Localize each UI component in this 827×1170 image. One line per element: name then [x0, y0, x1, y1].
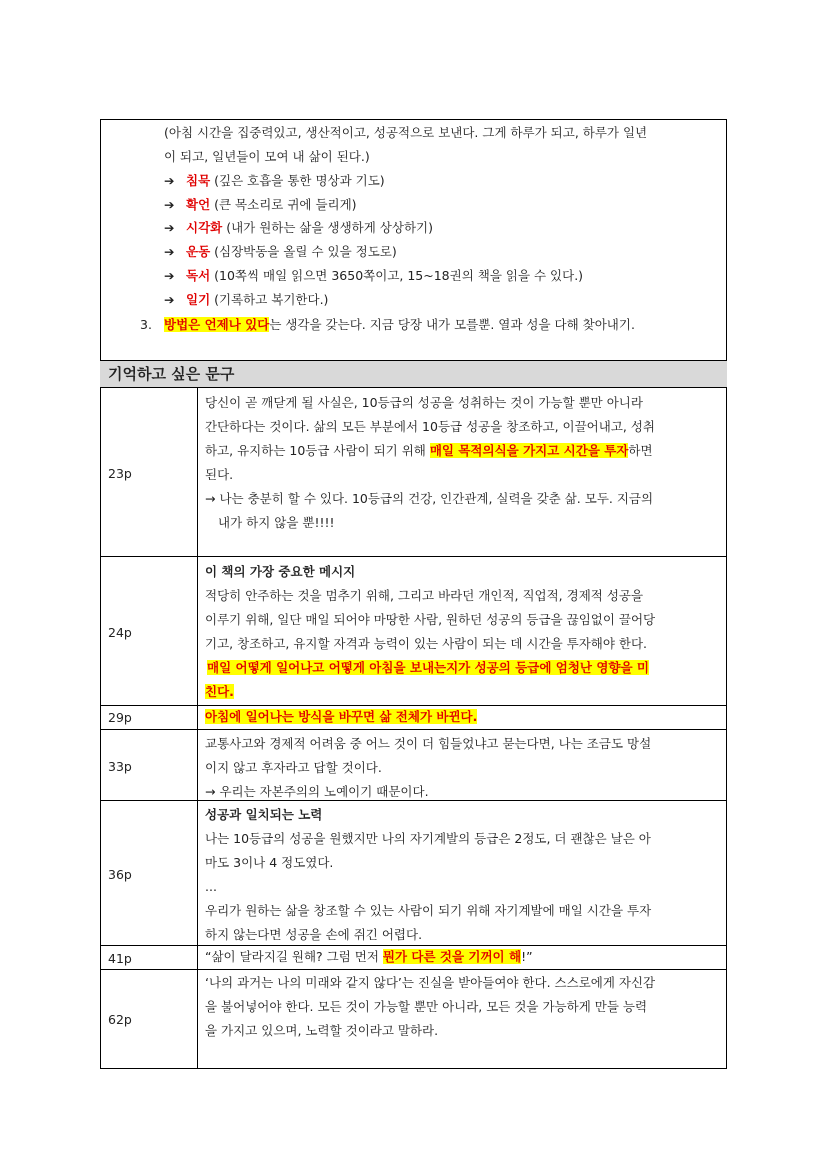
- note-line: → 나는 충분히 할 수 있다. 10등급의 건강, 인간관계, 실력을 갖춘 삶. 모두. 지금의: [205, 491, 654, 506]
- section-title: 기억하고 싶은 문구: [108, 365, 235, 383]
- quote-line: 을 불어넣어야 한다. 모든 것이 가능할 뿐만 아니라, 모든 것을 가능하게 만들 능력: [205, 999, 648, 1014]
- quote-line: 된다.: [205, 467, 234, 482]
- item-text: 는 생각을 갖는다. 지금 당장 내가 모를뿐. 열과 성을 다해 찾아내기.: [269, 317, 635, 332]
- page-number: 33p: [108, 759, 132, 774]
- method-desc: (심장박동을 올릴 수 있을 정도로): [210, 244, 397, 259]
- quote-title: 이 책의 가장 중요한 메시지: [205, 564, 356, 579]
- arrow-right-icon: ➔: [164, 173, 175, 188]
- highlighted-line: [205, 705, 477, 729]
- row-divider: [100, 556, 727, 557]
- quote-line: 간단하다는 것이다. 삶의 모든 부분에서 10등급 성공을 창조하고, 이끌어내고, 성취: [205, 419, 655, 434]
- arrow-right-icon: ➔: [164, 220, 175, 235]
- item-number: 3.: [140, 317, 152, 332]
- table-bottom-border: [100, 1068, 727, 1069]
- page-number: 62p: [108, 1012, 132, 1027]
- method-item: [164, 264, 583, 288]
- quote-line: 하지 않는다면 성공을 손에 쥐긴 어렵다.: [205, 927, 423, 942]
- quote-title: 성공과 일치되는 노력: [205, 807, 323, 822]
- method-desc: (깊은 호흡을 통한 명상과 기도): [210, 173, 385, 188]
- page-number: 36p: [108, 867, 132, 882]
- arrow-right-icon: ➔: [164, 244, 175, 259]
- method-term: 확언: [186, 197, 211, 212]
- quote-line: 이루기 위해, 일단 매일 되어야 마땅한 사람, 원하던 성공의 등급을 끊임없이 끌어당: [205, 612, 656, 627]
- quote-text: 하고, 유지하는 10등급 사람이 되기 위해: [205, 443, 430, 458]
- page-number: 41p: [108, 951, 132, 966]
- quote-line: 기고, 창조하고, 유지할 자격과 능력이 있는 사람이 되는 데 시간을 투자해야 한다.: [205, 636, 648, 651]
- numbered-item-3: [140, 313, 635, 337]
- highlighted-phrase: 친다.: [205, 684, 234, 699]
- arrow-right-icon: ➔: [164, 268, 175, 283]
- ellipsis: ...: [205, 879, 217, 894]
- highlighted-phrase: 방법은 언제나 있다: [164, 317, 270, 332]
- row-divider: [100, 800, 727, 801]
- row-divider: [100, 387, 727, 388]
- arrow-right-icon: ➔: [164, 292, 175, 307]
- quote-line: [205, 945, 533, 969]
- method-desc: (내가 원하는 삶을 생생하게 상상하기): [222, 220, 433, 235]
- table-right-border: [726, 119, 727, 1069]
- quote-line: 을 가지고 있으며, 노력할 것이라고 말하라.: [205, 1023, 439, 1038]
- method-term: 일기: [186, 292, 211, 307]
- page-number: 24p: [108, 625, 132, 640]
- method-desc: (10쪽씩 매일 읽으면 3650쪽이고, 15~18권의 책을 읽을 수 있다.): [210, 268, 584, 283]
- quote-line: 교통사고와 경제적 어려움 중 어느 것이 더 힘들었냐고 묻는다면, 나는 조금도 망설: [205, 736, 652, 751]
- section-header: [100, 361, 727, 387]
- note-line: → 우리는 자본주의의 노예이기 때문이다.: [205, 784, 429, 799]
- method-desc: (기록하고 복기한다.): [210, 292, 329, 307]
- quote-text: 하면: [628, 443, 653, 458]
- row-divider: [100, 729, 727, 730]
- arrow-right-icon: ➔: [164, 197, 175, 212]
- highlighted-phrase: 매일 목적의식을 가지고 시간을 투자: [429, 443, 629, 458]
- method-desc: (큰 목소리로 귀에 들리게): [210, 197, 357, 212]
- method-item: [164, 216, 433, 240]
- quote-line: ‘나의 과거는 나의 미래와 같지 않다’는 진실을 받아들여야 한다. 스스로에게 자신감: [205, 975, 656, 990]
- row-divider: [100, 969, 727, 970]
- quote-line: [205, 439, 653, 463]
- quote-line: 우리가 원하는 삶을 창조할 수 있는 사람이 되기 위해 자기계발에 매일 시간을 투자: [205, 903, 652, 918]
- highlighted-phrase: 뭔가 다른 것을 기꺼이 해: [382, 949, 522, 964]
- method-item: [164, 288, 328, 312]
- method-item: [164, 193, 357, 217]
- quote-line: 이지 않고 후자라고 답할 것이다.: [205, 760, 382, 775]
- method-item: [164, 169, 385, 193]
- quote-line: 나는 10등급의 성공을 원했지만 나의 자기계발의 등급은 2정도, 더 괜찮은 날은 아: [205, 831, 651, 846]
- note-line: 내가 하지 않을 뿐!!!!: [218, 515, 335, 530]
- quote-line: 당신이 곧 깨닫게 될 사실은, 10등급의 성공을 성취하는 것이 가능할 뿐만 아니라: [205, 395, 643, 410]
- page-number: 23p: [108, 466, 132, 481]
- table-left-border: [100, 119, 101, 1069]
- highlighted-phrase: 매일 어떻게 일어나고 어떻게 아침을 보내는지가 성공의 등급에 엄청난 영향을 미: [207, 660, 649, 675]
- quote-line: 적당히 안주하는 것을 멈추기 위해, 그리고 바라던 개인적, 직업적, 경제적 성공을: [205, 588, 644, 603]
- highlighted-line: [205, 680, 234, 704]
- quote-text: !”: [521, 949, 533, 964]
- method-term: 시각화: [186, 220, 223, 235]
- highlighted-phrase: 아침에 일어나는 방식을 바꾸면 삶 전체가 바뀐다.: [205, 709, 478, 724]
- method-item: [164, 240, 397, 264]
- highlighted-line: [207, 656, 649, 680]
- method-term: 침묵: [186, 173, 211, 188]
- page-number: 29p: [108, 710, 132, 725]
- quote-line: 마도 3이나 4 정도였다.: [205, 855, 334, 870]
- method-term: 운동: [186, 244, 211, 259]
- table-top-border: [100, 119, 727, 120]
- intro-line-1: (아침 시간을 집중력있고, 생산적이고, 성공적으로 보낸다. 그게 하루가 되고, 하루가 일년: [164, 125, 648, 140]
- intro-line-2: 이 되고, 일년들이 모여 내 삶이 된다.): [164, 149, 370, 164]
- method-term: 독서: [186, 268, 211, 283]
- quote-text: “삶이 달라지길 원해? 그럼 먼저: [205, 949, 383, 964]
